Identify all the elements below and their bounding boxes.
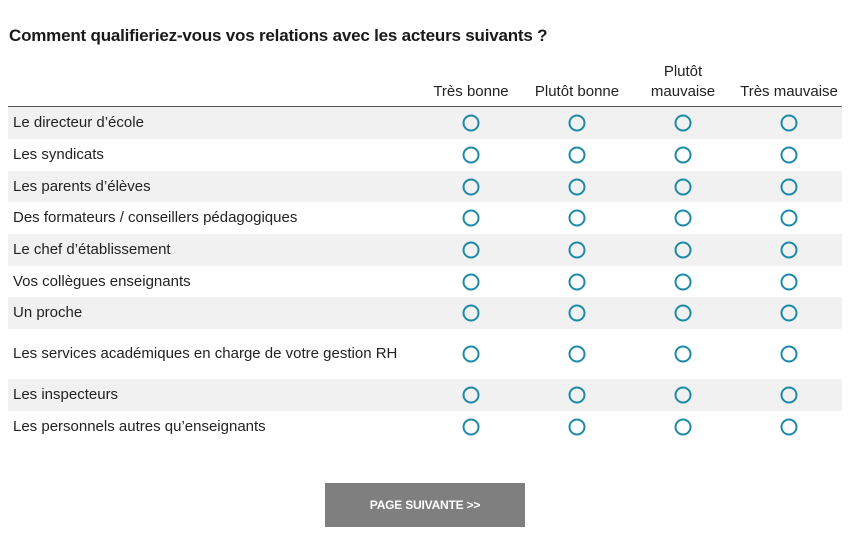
table-row [8, 202, 842, 234]
radio-plutot-mauvaise[interactable] [675, 419, 692, 436]
radio-tres-mauvaise[interactable] [781, 115, 798, 132]
radio-tres-mauvaise[interactable] [781, 346, 798, 363]
radio-tres-bonne[interactable] [463, 178, 480, 195]
radio-plutot-mauvaise[interactable] [675, 178, 692, 195]
likert-grid [8, 60, 842, 443]
row-label: Les services académiques en charge de votre gestion RH [13, 345, 398, 362]
row-label: Les syndicats [13, 146, 104, 163]
table-row [8, 171, 842, 202]
radio-plutot-mauvaise[interactable] [675, 210, 692, 227]
radio-plutot-mauvaise[interactable] [675, 115, 692, 132]
table-row [8, 297, 842, 329]
table-row [8, 107, 842, 139]
row-label: Un proche [13, 304, 83, 321]
rows-container [8, 107, 842, 443]
radio-tres-mauvaise[interactable] [781, 273, 798, 290]
radio-plutot-mauvaise[interactable] [675, 346, 692, 363]
radio-plutot-bonne[interactable] [569, 305, 586, 322]
radio-tres-mauvaise[interactable] [781, 305, 798, 322]
radio-tres-bonne[interactable] [463, 147, 480, 164]
radio-plutot-bonne[interactable] [569, 387, 586, 404]
radio-plutot-bonne[interactable] [569, 210, 586, 227]
row-label: Les inspecteurs [13, 386, 119, 403]
table-row [8, 329, 842, 379]
radio-plutot-bonne[interactable] [569, 147, 586, 164]
table-row [8, 139, 842, 171]
radio-plutot-bonne[interactable] [569, 242, 586, 259]
radio-plutot-mauvaise[interactable] [675, 273, 692, 290]
radio-plutot-bonne[interactable] [569, 419, 586, 436]
radio-tres-mauvaise[interactable] [781, 242, 798, 259]
row-label: Vos collègues enseignants [13, 272, 191, 290]
radio-plutot-bonne[interactable] [569, 115, 586, 132]
next-page-button[interactable]: PAGE SUIVANTE >> [325, 483, 525, 527]
radio-plutot-mauvaise[interactable] [675, 387, 692, 404]
row-label: Le directeur d’école [13, 114, 144, 131]
radio-tres-mauvaise[interactable] [781, 210, 798, 227]
radio-plutot-bonne[interactable] [569, 346, 586, 363]
radio-tres-mauvaise[interactable] [781, 419, 798, 436]
radio-tres-bonne[interactable] [463, 419, 480, 436]
radio-plutot-mauvaise[interactable] [675, 147, 692, 164]
table-row [8, 411, 842, 443]
radio-plutot-bonne[interactable] [569, 273, 586, 290]
table-row [8, 266, 842, 297]
table-row [8, 379, 842, 411]
radio-tres-mauvaise[interactable] [781, 147, 798, 164]
radio-tres-bonne[interactable] [463, 387, 480, 404]
radio-tres-bonne[interactable] [463, 115, 480, 132]
row-label: Le chef d’établissement [13, 241, 171, 258]
column-header-row [8, 60, 842, 107]
radio-tres-mauvaise[interactable] [781, 178, 798, 195]
row-label: Des formateurs / conseillers pédagogiques [13, 209, 298, 226]
radio-plutot-mauvaise[interactable] [675, 242, 692, 259]
radio-tres-mauvaise[interactable] [781, 387, 798, 404]
radio-tres-bonne[interactable] [463, 346, 480, 363]
radio-tres-bonne[interactable] [463, 305, 480, 322]
row-label: Les parents d’élèves [13, 177, 151, 195]
row-label: Les personnels autres qu’enseignants [13, 418, 266, 435]
radio-plutot-mauvaise[interactable] [675, 305, 692, 322]
radio-tres-bonne[interactable] [463, 242, 480, 259]
question-title: Comment qualifieriez-vous vos relations avec les acteurs suivants ? [9, 26, 548, 45]
table-row [8, 234, 842, 266]
column-header-tres-bonne: Très bonne [433, 83, 509, 100]
column-header-tres-mauvaise: Très mauvaise [740, 83, 838, 100]
radio-tres-bonne[interactable] [463, 210, 480, 227]
column-header-plutot-mauvaise: Plutôt mauvaise [650, 63, 716, 100]
column-header-plutot-bonne: Plutôt bonne [534, 83, 620, 100]
radio-plutot-bonne[interactable] [569, 178, 586, 195]
radio-tres-bonne[interactable] [463, 273, 480, 290]
